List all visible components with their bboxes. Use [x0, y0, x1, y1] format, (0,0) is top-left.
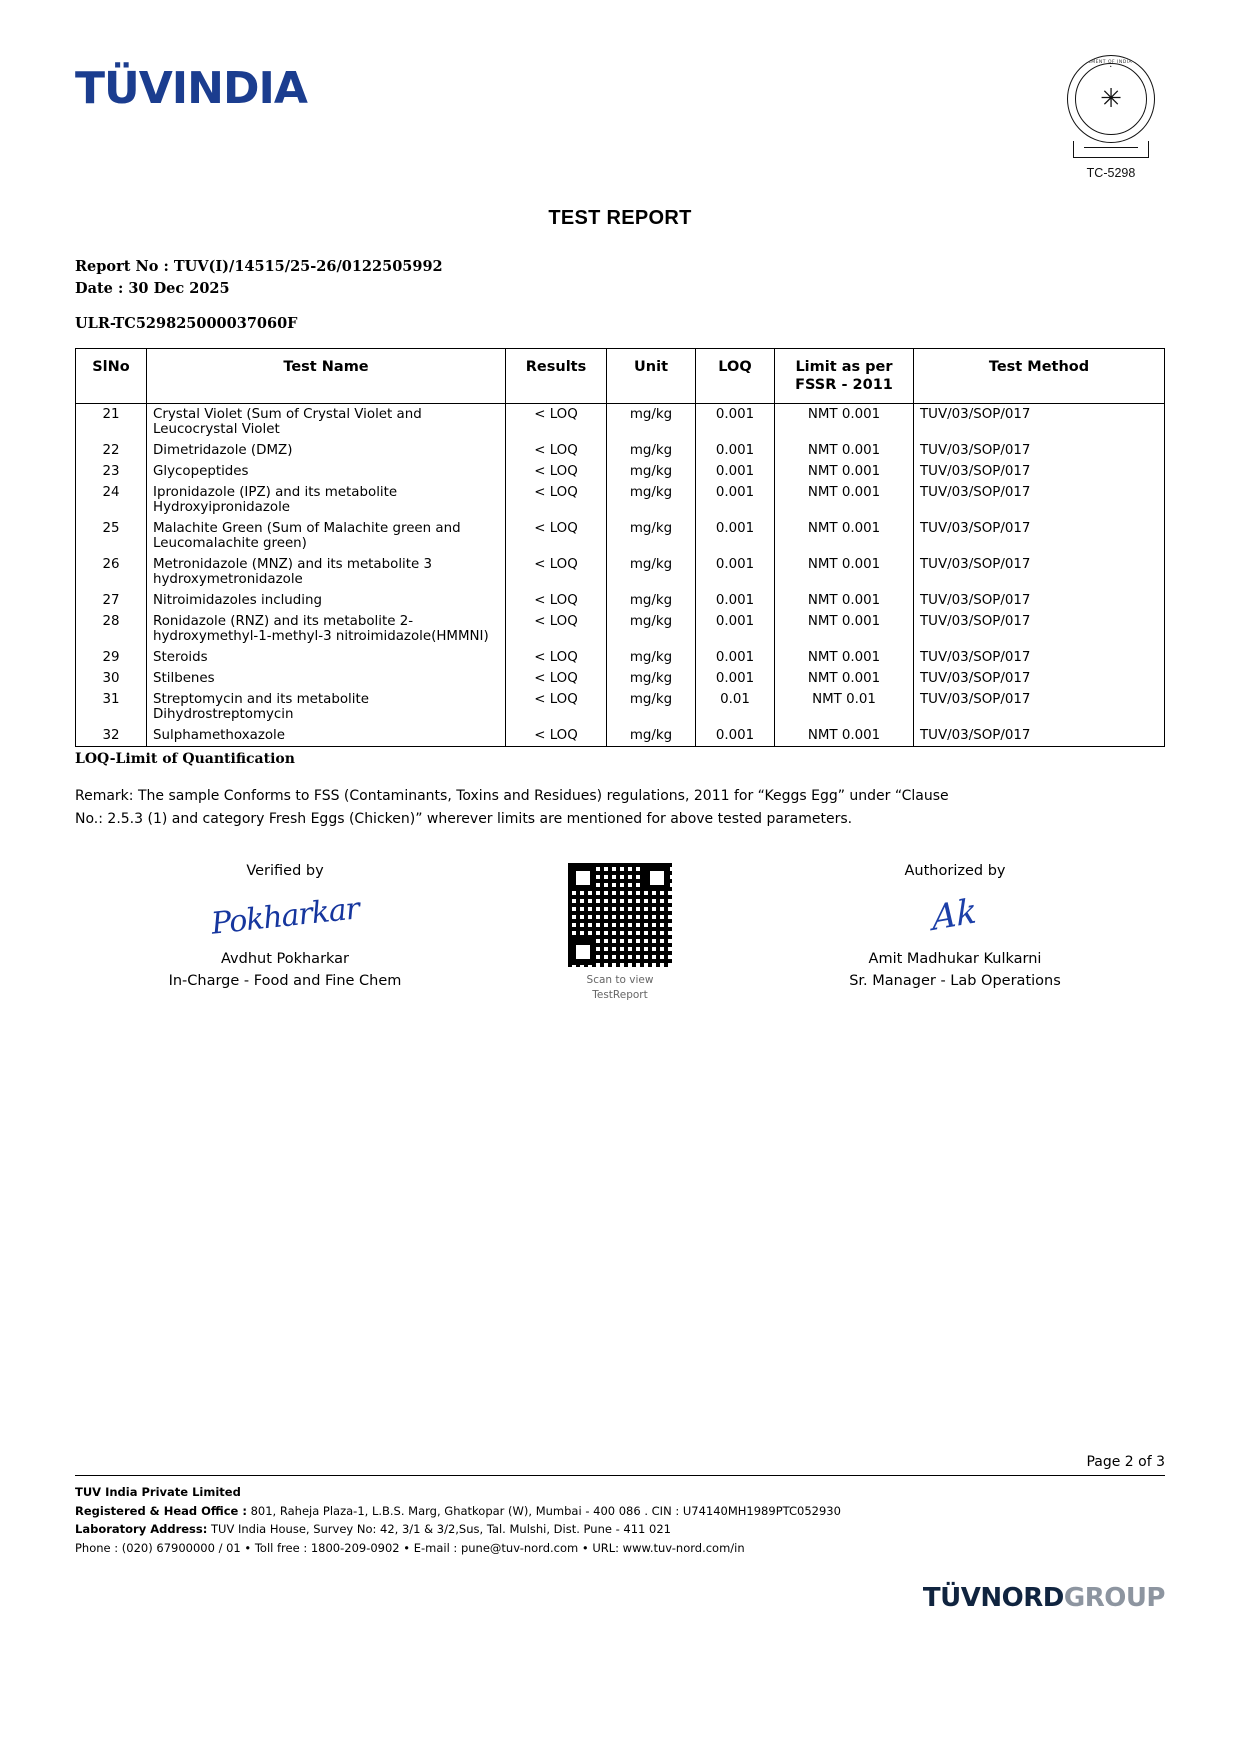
- cell-loq: 0.001: [696, 461, 775, 482]
- cell-results: < LOQ: [506, 590, 607, 611]
- verified-by-role: In-Charge - Food and Fine Chem: [168, 973, 402, 990]
- cell-test-method: TUV/03/SOP/017: [914, 404, 1165, 441]
- table-row: [76, 689, 1165, 725]
- cell-test-method: TUV/03/SOP/017: [914, 590, 1165, 611]
- cell-slno: 31: [76, 689, 147, 725]
- cell-unit: mg/kg: [607, 689, 696, 725]
- cell-test-method: TUV/03/SOP/017: [914, 482, 1165, 518]
- cell-results: < LOQ: [506, 404, 607, 441]
- table-row: [76, 440, 1165, 461]
- cell-test-method: TUV/03/SOP/017: [914, 518, 1165, 554]
- footer-company: TUV India Private Limited: [75, 1485, 241, 1500]
- cell-slno: 28: [76, 611, 147, 647]
- table-row: [76, 404, 1165, 441]
- report-number: Report No : TUV(I)/14515/25-26/0122505992: [75, 258, 443, 275]
- qr-block[interactable]: [510, 863, 730, 1001]
- cell-test-method: TUV/03/SOP/017: [914, 440, 1165, 461]
- cell-slno: 26: [76, 554, 147, 590]
- cell-loq: 0.001: [696, 482, 775, 518]
- qr-caption-line1: Scan to view: [586, 974, 654, 987]
- col-test-method: Test Method: [914, 348, 1165, 403]
- cell-unit: mg/kg: [607, 440, 696, 461]
- cell-limit: NMT 0.001: [775, 611, 914, 647]
- col-results: Results: [506, 348, 607, 403]
- cell-test-name: Dimetridazole (DMZ): [147, 440, 506, 461]
- footer-lab-label: Laboratory Address:: [75, 1522, 208, 1537]
- seal-ring-text: GOVERNMENT OF INDIA • NABL •: [1068, 60, 1154, 70]
- cell-limit: NMT 0.001: [775, 440, 914, 461]
- qr-code-icon[interactable]: [568, 863, 672, 967]
- table-row: [76, 725, 1165, 747]
- footer-contact: Phone : (020) 67900000 / 01 • Toll free : 1800-209-0902 • E-mail : pune@tuv-nord.com • URL: www.tuv-nord.com/in: [75, 1540, 745, 1555]
- cell-results: < LOQ: [506, 668, 607, 689]
- cell-unit: mg/kg: [607, 590, 696, 611]
- footer-registered-label: Registered & Head Office :: [75, 1503, 247, 1518]
- cell-unit: mg/kg: [607, 404, 696, 441]
- cell-slno: 32: [76, 725, 147, 747]
- qr-caption-line2: TestReport: [592, 988, 648, 1001]
- seal-star-icon: ✳: [1100, 84, 1122, 114]
- verified-by-label: Verified by: [246, 863, 324, 880]
- verified-signature-mark: Pokharkar: [209, 891, 361, 943]
- cell-test-name: Stilbenes: [147, 668, 506, 689]
- seal-base-shape: [1073, 141, 1149, 158]
- table-row: [76, 554, 1165, 590]
- col-limit: [775, 348, 914, 403]
- results-table: [75, 348, 1165, 747]
- table-header-row: [76, 348, 1165, 403]
- page-number: Page 2 of 3: [1086, 1454, 1165, 1470]
- cell-test-method: TUV/03/SOP/017: [914, 725, 1165, 747]
- cell-limit: NMT 0.001: [775, 647, 914, 668]
- cell-loq: 0.01: [696, 689, 775, 725]
- authorized-by-name: Amit Madhukar Kulkarni: [868, 951, 1042, 968]
- cell-limit: NMT 0.001: [775, 461, 914, 482]
- brand-dark-text: TÜVNORD: [922, 1583, 1064, 1613]
- cell-test-name: Sulphamethoxazole: [147, 725, 506, 747]
- cell-test-method: TUV/03/SOP/017: [914, 554, 1165, 590]
- cell-test-name: Nitroimidazoles including: [147, 590, 506, 611]
- cell-loq: 0.001: [696, 590, 775, 611]
- verified-by-name: Avdhut Pokharkar: [220, 951, 350, 968]
- cell-results: < LOQ: [506, 611, 607, 647]
- brand-grey-text: GROUP: [1063, 1583, 1165, 1613]
- cell-results: < LOQ: [506, 554, 607, 590]
- page-footer: [75, 1475, 1165, 1557]
- cell-test-method: TUV/03/SOP/017: [914, 461, 1165, 482]
- logo-india-text: INDIA: [171, 63, 307, 114]
- cell-slno: 30: [76, 668, 147, 689]
- cell-limit: NMT 0.001: [775, 482, 914, 518]
- cell-limit: NMT 0.001: [775, 725, 914, 747]
- loq-legend: LOQ-Limit of Quantification: [75, 751, 295, 768]
- cell-unit: mg/kg: [607, 554, 696, 590]
- cell-loq: 0.001: [696, 404, 775, 441]
- cell-results: < LOQ: [506, 725, 607, 747]
- authorized-by-label: Authorized by: [904, 863, 1006, 880]
- cell-slno: 21: [76, 404, 147, 441]
- cell-results: < LOQ: [506, 689, 607, 725]
- cell-loq: 0.001: [696, 554, 775, 590]
- cell-results: < LOQ: [506, 440, 607, 461]
- cell-unit: mg/kg: [607, 482, 696, 518]
- report-date: Date : 30 Dec 2025: [75, 280, 230, 298]
- results-table-head: [76, 348, 1165, 403]
- cell-test-name: Steroids: [147, 647, 506, 668]
- cell-loq: 0.001: [696, 647, 775, 668]
- qr-caption: [510, 973, 730, 1001]
- cell-limit: NMT 0.001: [775, 590, 914, 611]
- tuv-india-logo: [75, 63, 307, 114]
- ulr-number: ULR-TC529825000037060F: [75, 314, 298, 332]
- table-row: [76, 518, 1165, 554]
- cell-test-method: TUV/03/SOP/017: [914, 668, 1165, 689]
- cell-slno: 27: [76, 590, 147, 611]
- report-meta: [75, 256, 1165, 301]
- table-row: [76, 668, 1165, 689]
- col-test-name: Test Name: [147, 348, 506, 403]
- table-row: [76, 611, 1165, 647]
- table-row: [76, 590, 1165, 611]
- results-table-body: [76, 404, 1165, 747]
- cell-slno: 25: [76, 518, 147, 554]
- cell-test-name: Metronidazole (MNZ) and its metabolite 3 hydroxymetronidazole: [147, 554, 506, 590]
- cell-test-method: TUV/03/SOP/017: [914, 611, 1165, 647]
- col-slno: SlNo: [76, 348, 147, 403]
- authorized-by-role: Sr. Manager - Lab Operations: [849, 973, 1061, 990]
- cell-unit: mg/kg: [607, 668, 696, 689]
- cell-loq: 0.001: [696, 668, 775, 689]
- cell-test-name: Ipronidazole (IPZ) and its metabolite Hydroxyipronidazole: [147, 482, 506, 518]
- authorized-signature-mark: Ak: [932, 891, 978, 940]
- signatures-row: [75, 863, 1165, 1001]
- cell-limit: NMT 0.001: [775, 404, 914, 441]
- cell-test-name: Streptomycin and its metabolite Dihydrostreptomycin: [147, 689, 506, 725]
- nabl-seal-icon: [1067, 55, 1155, 143]
- footer-lab-value: TUV India House, Survey No: 42, 3/1 & 3/2,Sus, Tal. Mulshi, Dist. Pune - 411 021: [207, 1522, 671, 1537]
- page-title: TEST REPORT: [548, 207, 692, 229]
- tuv-nord-group-logo: [923, 1583, 1165, 1613]
- col-loq: LOQ: [696, 348, 775, 403]
- col-unit: Unit: [607, 348, 696, 403]
- cell-unit: mg/kg: [607, 461, 696, 482]
- cell-test-name: Crystal Violet (Sum of Crystal Violet and Leucocrystal Violet: [147, 404, 506, 441]
- cell-results: < LOQ: [506, 482, 607, 518]
- cell-loq: 0.001: [696, 725, 775, 747]
- cell-limit: NMT 0.001: [775, 518, 914, 554]
- cell-slno: 29: [76, 647, 147, 668]
- cell-loq: 0.001: [696, 518, 775, 554]
- table-row: [76, 647, 1165, 668]
- cell-limit: NMT 0.001: [775, 554, 914, 590]
- cell-loq: 0.001: [696, 440, 775, 461]
- cell-unit: mg/kg: [607, 647, 696, 668]
- table-row: [76, 482, 1165, 518]
- cell-results: < LOQ: [506, 461, 607, 482]
- cell-test-name: Glycopeptides: [147, 461, 506, 482]
- cell-unit: mg/kg: [607, 725, 696, 747]
- cell-unit: mg/kg: [607, 611, 696, 647]
- cell-results: < LOQ: [506, 647, 607, 668]
- cell-unit: mg/kg: [607, 518, 696, 554]
- logo-tuv-text: TÜV: [75, 63, 172, 114]
- remark-text: Remark: The sample Conforms to FSS (Contaminants, Toxins and Residues) regulations, 2011 for “Keggs Egg” under “Clause No.: 2.5.3 (1) and category Fresh Eggs (Chicken)” wherever limits are mentioned for above tested parameters.: [75, 788, 949, 828]
- cell-limit: NMT 0.01: [775, 689, 914, 725]
- col-limit-line1: Limit as per: [795, 358, 893, 375]
- col-limit-line2: FSSR - 2011: [795, 377, 893, 394]
- cell-slno: 22: [76, 440, 147, 461]
- cell-test-name: Ronidazole (RNZ) and its metabolite 2-hydroxymethyl-1-methyl-3 nitroimidazole(HMMNI): [147, 611, 506, 647]
- cell-slno: 23: [76, 461, 147, 482]
- footer-registered-value: 801, Raheja Plaza-1, L.B.S. Marg, Ghatkopar (W), Mumbai - 400 086 . CIN : U74140MH1989PTC052930: [246, 1503, 841, 1518]
- cell-limit: NMT 0.001: [775, 668, 914, 689]
- cell-slno: 24: [76, 482, 147, 518]
- accreditation-block: [1067, 55, 1155, 180]
- cell-test-method: TUV/03/SOP/017: [914, 689, 1165, 725]
- cell-test-method: TUV/03/SOP/017: [914, 647, 1165, 668]
- verified-signature-image: [135, 887, 435, 949]
- certificate-code: TC-5298: [1086, 166, 1136, 180]
- page-header: [75, 55, 1165, 180]
- authorized-signature-image: [805, 887, 1105, 949]
- qr-finder-icon: [570, 939, 596, 965]
- authorized-by-block: [805, 863, 1105, 989]
- cell-loq: 0.001: [696, 611, 775, 647]
- table-row: [76, 461, 1165, 482]
- cell-test-name: Malachite Green (Sum of Malachite green and Leucomalachite green): [147, 518, 506, 554]
- cell-results: < LOQ: [506, 518, 607, 554]
- verified-by-block: [135, 863, 435, 989]
